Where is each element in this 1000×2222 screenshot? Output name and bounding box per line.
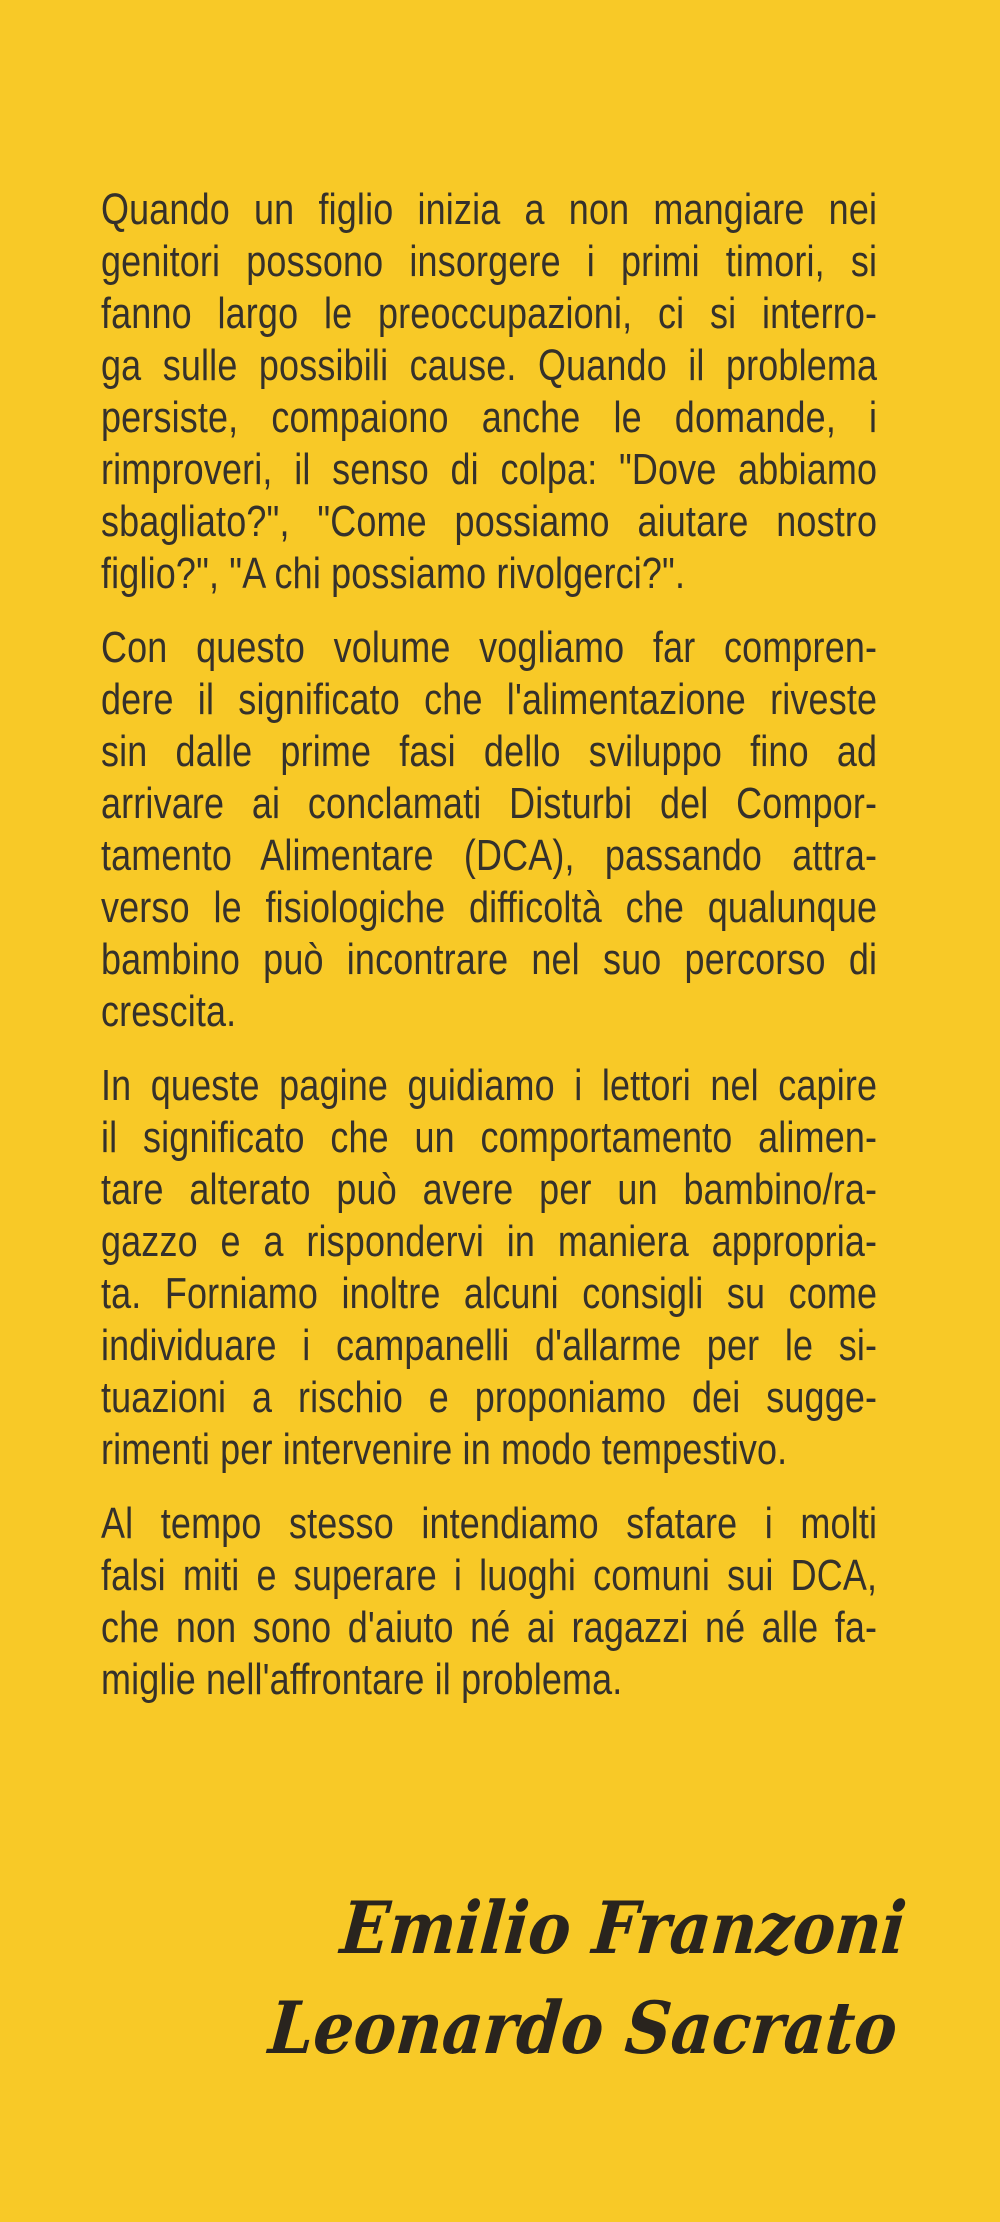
blurb-line: crescita. — [101, 987, 237, 1036]
blurb-line: tamento Alimentare (DCA), passando attra- — [101, 831, 878, 880]
blurb-line: rimenti per intervenire in modo tempestivo. — [101, 1425, 788, 1474]
blurb-line: ta. Forniamo inoltre alcuni consigli su come — [101, 1269, 878, 1318]
blurb-line: tare alterato può avere per un bambino/ra- — [101, 1165, 878, 1214]
author-signature: Emilio Franzoni — [337, 1885, 910, 1970]
blurb-line: sbagliato?", "Come possiamo aiutare nostro — [101, 497, 878, 546]
author-signature: Leonardo Sacrato — [265, 1985, 901, 2070]
blurb-line: bambino può incontrare nel suo percorso di — [101, 935, 878, 984]
blurb-line: genitori possono insorgere i primi timori, si — [101, 237, 878, 286]
blurb-text-block — [101, 184, 877, 1728]
blurb-line: dere il significato che l'alimentazione riveste — [101, 675, 878, 724]
blurb-line: Al tempo stesso intendiamo sfatare i molti — [101, 1499, 878, 1548]
blurb-line: Quando un figlio inizia a non mangiare nei — [101, 185, 878, 234]
paragraph — [101, 1498, 877, 1706]
blurb-line: gazzo e a rispondervi in maniera appropria- — [101, 1217, 878, 1266]
blurb-line: rimproveri, il senso di colpa: "Dove abbiamo — [101, 445, 878, 494]
blurb-line: tuazioni a rischio e proponiamo dei sugge- — [101, 1373, 878, 1422]
paragraph — [101, 1060, 877, 1476]
blurb-line: fanno largo le preoccupazioni, ci si interro- — [101, 289, 878, 338]
blurb-line: miglie nell'affrontare il problema. — [101, 1655, 623, 1704]
author-signatures — [265, 1878, 910, 2078]
blurb-line: Con questo volume vogliamo far compren- — [101, 623, 878, 672]
blurb-line: il significato che un comportamento alimen- — [101, 1113, 878, 1162]
blurb-line: ga sulle possibili cause. Quando il problema — [101, 341, 878, 390]
paragraph — [101, 184, 877, 600]
blurb-line: sin dalle prime fasi dello sviluppo fino ad — [101, 727, 878, 776]
blurb-line: persiste, compaiono anche le domande, i — [101, 393, 878, 442]
blurb-line: verso le fisiologiche difficoltà che qualunque — [101, 883, 878, 932]
blurb-line: che non sono d'aiuto né ai ragazzi né alle fa- — [101, 1603, 878, 1652]
blurb-line: arrivare ai conclamati Disturbi del Compor- — [101, 779, 878, 828]
blurb-line: individuare i campanelli d'allarme per le si- — [101, 1321, 878, 1370]
blurb-line: In queste pagine guidiamo i lettori nel capire — [101, 1061, 878, 1110]
paragraph — [101, 622, 877, 1038]
blurb-line: falsi miti e superare i luoghi comuni sui DCA, — [101, 1551, 878, 1600]
blurb-line: figlio?", "A chi possiamo rivolgerci?". — [101, 549, 686, 598]
